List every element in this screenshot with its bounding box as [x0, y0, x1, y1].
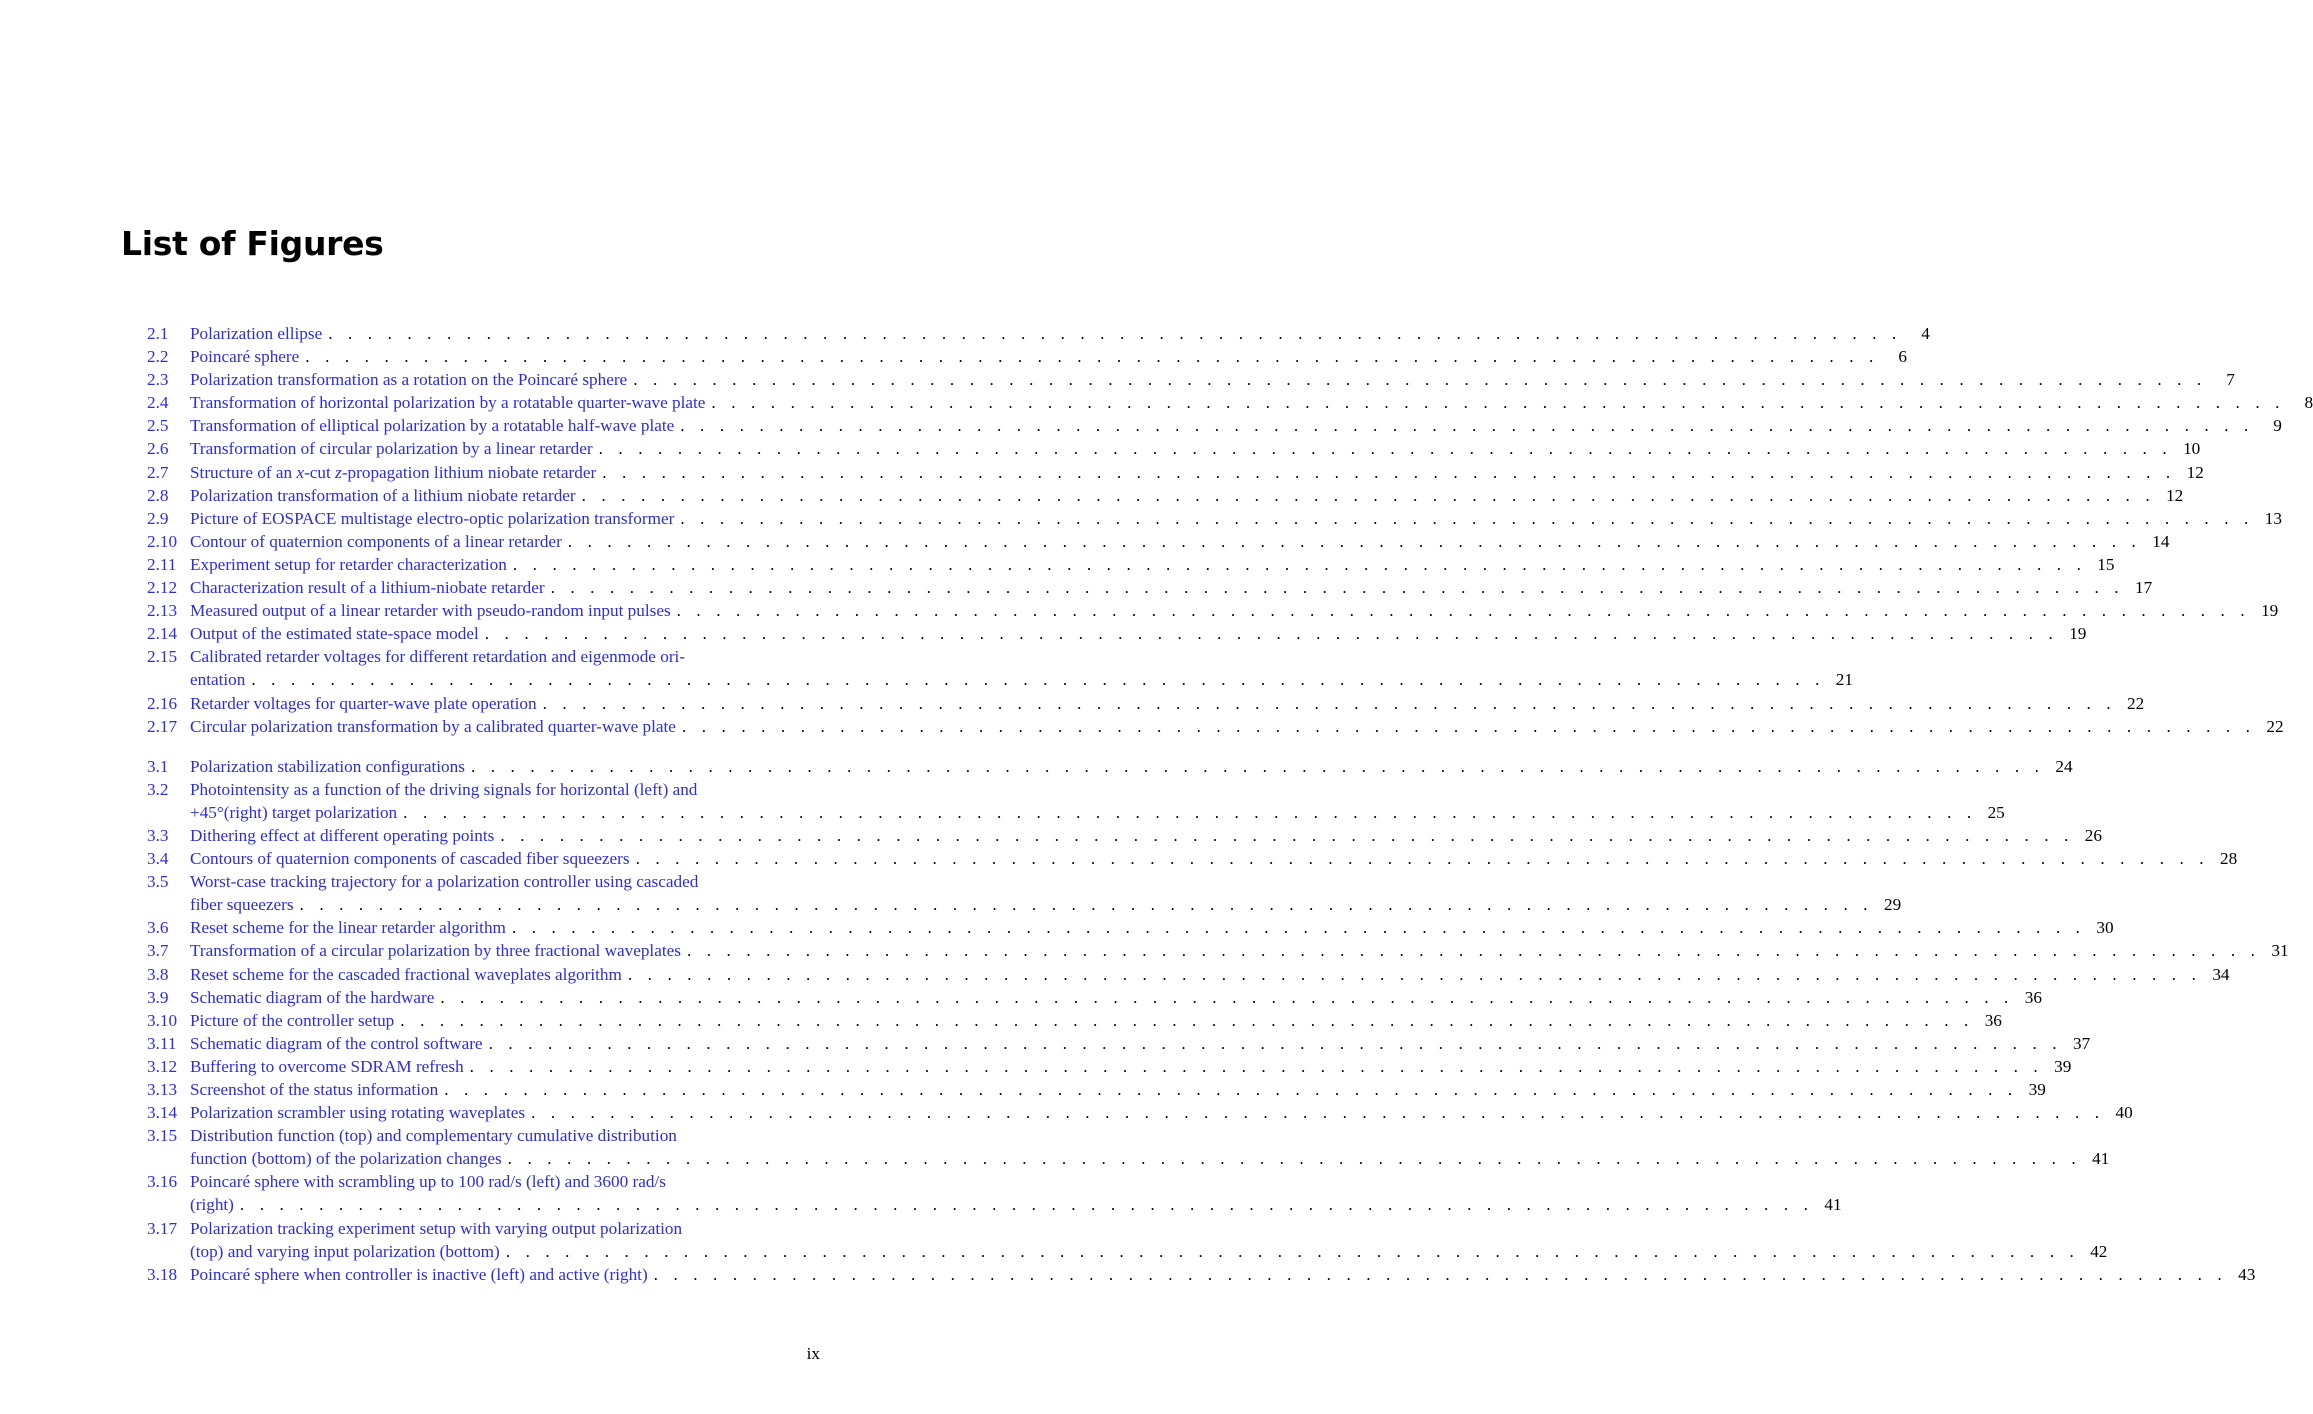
figure-title-last-line	[190, 893, 1902, 916]
figure-title-link[interactable]: entation	[190, 670, 246, 690]
figure-entry-body	[190, 692, 2145, 715]
figure-number-link[interactable]: 3.5	[147, 872, 169, 892]
figure-number-link[interactable]: 2.14	[147, 624, 178, 644]
figure-page-number: 22	[2266, 716, 2284, 736]
figure-entry-body	[190, 553, 2115, 576]
figure-page-number: 19	[2261, 601, 2279, 621]
chapter-group	[147, 322, 2313, 738]
dot-leader: . . . . . . . . . . . . . . . . . . . . . . . . . . . . . . . . . . . . . . . . . . . . . . . . . . . . . . . . . . . . . . . . . . . . . . . . . . . . . . . .	[305, 347, 1879, 367]
figure-number-link[interactable]: 2.16	[147, 693, 178, 713]
dot-leader: . . . . . . . . . . . . . . . . . . . . . . . . . . . . . . . . . . . . . . . . . . . . . . . . . . . . . . . . . . . . . . . . . . . . . . . . . . . . . . . .	[400, 1010, 1974, 1030]
figure-page-number: 17	[2135, 578, 2153, 598]
dot-leader: . . . . . . . . . . . . . . . . . . . . . . . . . . . . . . . . . . . . . . . . . . . . . . . . . . . . . . . . . . . . . . . . . . . . . . . . . . . . . . . .	[602, 462, 2176, 482]
figure-entry[interactable]	[147, 599, 2279, 622]
figure-entry[interactable]	[147, 824, 2102, 847]
figure-page-number: 22	[2127, 693, 2145, 713]
figure-title-link[interactable]: Reset scheme for the cascaded fractional waveplates algorithm	[190, 964, 622, 984]
figure-title-last-line	[190, 824, 2102, 847]
figure-entry[interactable]	[147, 1124, 2110, 1170]
figure-page-number: 36	[2024, 987, 2042, 1007]
dot-leader: . . . . . . . . . . . . . . . . . . . . . . . . . . . . . . . . . . . . . . . . . . . . . . . . . . . . . . . . . . . . . . . . . . . . . . . . . . . . . . . .	[239, 1195, 1814, 1215]
figure-page-number: 39	[2054, 1056, 2072, 1076]
dot-leader: . . . . . . . . . . . . . . . . . . . . . . . . . . . . . . . . . . . . . . . . . . . . . . . . . . . . . . . . . . . . . . . . . . . . . . . . . . . . . . . .	[676, 601, 2251, 621]
figure-entry[interactable]	[147, 986, 2042, 1009]
figure-title-last-line	[190, 1193, 1842, 1216]
figure-number-link[interactable]: 2.12	[147, 578, 178, 598]
figure-title-line[interactable]: Calibrated retarder voltages for different retardation and eigenmode ori-	[190, 647, 686, 667]
figure-entry-body	[190, 345, 1907, 368]
figure-title-last-line	[190, 507, 2282, 530]
figure-entry[interactable]	[147, 870, 1902, 916]
figure-entry[interactable]	[147, 1032, 2091, 1055]
figure-page-number: 9	[2273, 416, 2282, 436]
dot-leader: . . . . . . . . . . . . . . . . . . . . . . . . . . . . . . . . . . . . . . . . . . . . . . . . . . . . . . . . . . . . . . . . . . . . . . . . . . . . . . . .	[251, 670, 1825, 690]
figure-entry-body	[190, 530, 2170, 553]
figure-page-number: 14	[2152, 531, 2170, 551]
dot-leader: . . . . . . . . . . . . . . . . . . . . . . . . . . . . . . . . . . . . . . . . . . . . . . . . . . . . . . . . . . . . . . . . . . . . . . . . . . . . . . . .	[598, 439, 2173, 459]
figure-entry[interactable]	[147, 1263, 2256, 1286]
figure-entry[interactable]	[147, 1217, 2108, 1263]
figure-number-link[interactable]: 3.16	[147, 1172, 178, 1192]
dot-leader: . . . . . . . . . . . . . . . . . . . . . . . . . . . . . . . . . . . . . . . . . . . . . . . . . . . . . . . . . . . . . . . . . . . . . . . . . . . . . . . .	[299, 895, 1874, 915]
figure-page-number: 39	[2028, 1080, 2046, 1099]
figure-title-last-line	[190, 939, 2289, 962]
figure-entry[interactable]	[147, 1078, 2046, 1101]
figure-number-link[interactable]: 3.10	[147, 1010, 178, 1030]
figure-title-link[interactable]: Characterization result of a lithium-niobate retarder	[190, 578, 545, 598]
page-title: List of Figures	[121, 224, 384, 263]
figure-page-number: 24	[2055, 756, 2073, 776]
figure-title-link[interactable]: Polarization ellipse	[190, 324, 323, 343]
figure-number-link[interactable]: 2.5	[147, 416, 169, 436]
figure-entry[interactable]	[147, 368, 2235, 391]
dot-leader: . . . . . . . . . . . . . . . . . . . . . . . . . . . . . . . . . . . . . . . . . . . . . . . . . . . . . . . . . . . . . . . . . . . . . . . . . . . . . . . .	[505, 1241, 2080, 1261]
figure-title-last-line	[190, 461, 2204, 484]
figure-title-link[interactable]: Experiment setup for retarder characterization	[190, 554, 507, 574]
figure-title-last-line	[190, 530, 2170, 553]
figure-entry-body	[190, 939, 2289, 962]
figure-number-link[interactable]: 3.7	[147, 941, 169, 961]
figure-page-number: 41	[2092, 1149, 2110, 1169]
dot-leader: . . . . . . . . . . . . . . . . . . . . . . . . . . . . . . . . . . . . . . . . . . . . . . . . . . . . . . . . . . . . . . . . . . . . . . . . . . . . . . . .	[470, 756, 2045, 776]
figure-title-last-line	[190, 1055, 2072, 1078]
figure-title-last-line	[190, 599, 2279, 622]
figure-number-link[interactable]: 2.15	[147, 647, 178, 667]
figure-number-link[interactable]: 2.1	[147, 324, 169, 343]
figure-title-last-line	[190, 755, 2073, 778]
figure-number-link[interactable]: 3.15	[147, 1126, 178, 1146]
figure-entry[interactable]	[147, 507, 2282, 530]
figure-number-link[interactable]: 2.8	[147, 485, 169, 505]
figure-title-link[interactable]: (top) and varying input polarization (bottom)	[190, 1241, 500, 1261]
figure-page-number: 13	[2264, 508, 2282, 528]
figure-title-last-line	[190, 1101, 2133, 1124]
figure-title-link[interactable]: Schematic diagram of the hardware	[190, 987, 435, 1007]
figure-number-link[interactable]: 3.9	[147, 987, 169, 1007]
figure-number-link[interactable]: 2.9	[147, 508, 169, 528]
figure-entry[interactable]	[147, 778, 2005, 824]
figure-entry[interactable]	[147, 847, 2238, 870]
figure-number-link[interactable]: 2.10	[147, 531, 178, 551]
figure-entry[interactable]	[147, 484, 2184, 507]
figure-page-number: 42	[2090, 1241, 2108, 1261]
figure-title-link[interactable]: Dithering effect at different operating points	[190, 825, 495, 845]
figure-title-link[interactable]: Polarization scrambler using rotating waveplates	[190, 1103, 526, 1123]
figure-title-last-line	[190, 1147, 2110, 1170]
figure-number-link[interactable]: 2.17	[147, 716, 178, 736]
dot-leader: . . . . . . . . . . . . . . . . . . . . . . . . . . . . . . . . . . . . . . . . . . . . . . . . . . . . . . . . . . . . . . . . . . . . . . . . . . . . . . . .	[500, 825, 2074, 845]
figure-number-link[interactable]: 2.7	[147, 462, 169, 482]
figure-entry[interactable]	[147, 1009, 2002, 1032]
figure-title-link[interactable]: Retarder voltages for quarter-wave plate operation	[190, 693, 537, 713]
figure-number-link[interactable]: 2.6	[147, 439, 169, 459]
figure-entry-body	[190, 986, 2042, 1009]
dot-leader: . . . . . . . . . . . . . . . . . . . . . . . . . . . . . . . . . . . . . . . . . . . . . . . . . . . . . . . . . . . . . . . . . . . . . . . . . . . . . . . .	[469, 1056, 2044, 1076]
figure-number-link[interactable]: 3.4	[147, 849, 169, 869]
figure-title-link[interactable]: Contour of quaternion components of a linear retarder	[190, 531, 562, 551]
figure-title-link[interactable]: Poincaré sphere when controller is inactive (left) and active (right)	[190, 1264, 648, 1284]
figure-title-last-line	[190, 847, 2238, 870]
dot-leader: . . . . . . . . . . . . . . . . . . . . . . . . . . . . . . . . . . . . . . . . . . . . . . . . . . . . . . . . . . . . . . . . . . . . . . . . . . . . . . . .	[403, 802, 1977, 822]
figure-title-last-line	[190, 963, 2230, 986]
figure-entry-body	[190, 824, 2102, 847]
figure-number-link[interactable]: 3.14	[147, 1103, 178, 1123]
figure-title-link[interactable]: Buffering to overcome SDRAM refresh	[190, 1056, 464, 1076]
figure-entry[interactable]	[147, 437, 2201, 460]
figure-title-link[interactable]: Polarization stabilization configurations	[190, 756, 465, 776]
figure-title-last-line	[190, 414, 2282, 437]
figure-page-number: 31	[2271, 941, 2289, 961]
dot-leader: . . . . . . . . . . . . . . . . . . . . . . . . . . . . . . . . . . . . . . . . . . . . . . . . . . . . . . . . . . . . . . . . . . . . . . . . . . . . . . . .	[507, 1149, 2082, 1169]
figure-entry-body	[190, 507, 2282, 530]
dot-leader: . . . . . . . . . . . . . . . . . . . . . . . . . . . . . . . . . . . . . . . . . . . . . . . . . . . . . . . . . . . . . . . . . . . . . . . . . . . . . . . .	[567, 531, 2142, 551]
figure-page-number: 19	[2069, 624, 2087, 644]
figure-title-last-line	[190, 1240, 2108, 1263]
figure-entry-body	[190, 1032, 2091, 1055]
figure-entry[interactable]	[147, 576, 2153, 599]
figure-entry-body	[190, 461, 2204, 484]
figure-title-last-line	[190, 576, 2153, 599]
chapter-group	[147, 755, 2289, 1286]
figure-entry-body	[190, 1055, 2072, 1078]
figure-entry-body	[190, 414, 2282, 437]
dot-leader: . . . . . . . . . . . . . . . . . . . . . . . . . . . . . . . . . . . . . . . . . . . . . . . . . . . . . . . . . . . . . . . . . . . . . . . . . . . . . . . .	[484, 624, 2059, 644]
figure-title-link[interactable]: Screenshot of the status information	[190, 1080, 439, 1099]
dot-leader: . . . . . . . . . . . . . . . . . . . . . . . . . . . . . . . . . . . . . . . . . . . . . . . . . . . . . . . . . . . . . . . . . . . . . . . . . . . . . . . .	[444, 1080, 2018, 1099]
figure-title-link[interactable]: Poincaré sphere	[190, 347, 300, 367]
figure-title-link[interactable]: Schematic diagram of the control software	[190, 1033, 483, 1053]
figure-title-last-line	[190, 986, 2042, 1009]
figure-title-line[interactable]: Distribution function (top) and complementary cumulative distribution	[190, 1126, 677, 1146]
figure-page-number: 29	[1883, 895, 1902, 915]
figure-title-link[interactable]: Polarization transformation as a rotation on the Poincaré sphere	[190, 370, 628, 390]
figure-number-link[interactable]: 3.8	[147, 964, 169, 984]
figure-entry[interactable]	[147, 1101, 2133, 1124]
figure-title-link[interactable]: Transformation of horizontal polarization by a rotatable quarter-wave plate	[190, 393, 706, 413]
figure-entry-body	[190, 484, 2184, 507]
figure-entry[interactable]	[147, 414, 2282, 437]
dot-leader: . . . . . . . . . . . . . . . . . . . . . . . . . . . . . . . . . . . . . . . . . . . . . . . . . . . . . . . . . . . . . . . . . . . . . . . . . . . . . . . .	[511, 918, 2086, 938]
dot-leader: . . . . . . . . . . . . . . . . . . . . . . . . . . . . . . . . . . . . . . . . . . . . . . . . . . . . . . . . . . . . . . . . . . . . . . . . . . . . . . . .	[633, 370, 2207, 390]
dot-leader: . . . . . . . . . . . . . . . . . . . . . . . . . . . . . . . . . . . . . . . . . . . . . . . . . . . . . . . . . . . . . . . . . . . . . . . . . . . . . . . .	[711, 393, 2286, 413]
figure-entry[interactable]	[147, 391, 2313, 414]
figure-number-link[interactable]: 2.3	[147, 370, 169, 390]
figure-title-last-line	[190, 668, 1853, 691]
figure-page-number: 26	[2084, 825, 2102, 845]
figure-number-link[interactable]: 3.12	[147, 1056, 178, 1076]
figure-title-last-line	[190, 345, 1907, 368]
figure-entry-body	[190, 916, 2114, 939]
figure-number-link[interactable]: 3.1	[147, 756, 169, 776]
figure-entry[interactable]	[147, 345, 1907, 368]
figure-entry-body	[190, 1124, 2110, 1170]
figure-title-line[interactable]: Poincaré sphere with scrambling up to 100 rad/s (left) and 3600 rad/s	[190, 1172, 666, 1192]
dot-leader: . . . . . . . . . . . . . . . . . . . . . . . . . . . . . . . . . . . . . . . . . . . . . . . . . . . . . . . . . . . . . . . . . . . . . . . . . . . . . . . .	[681, 716, 2256, 736]
figure-number-link[interactable]: 3.11	[147, 1033, 177, 1053]
figure-page-number: 15	[2097, 554, 2115, 574]
figure-entry-body	[190, 755, 2073, 778]
page-number: ix	[806, 1344, 820, 1363]
figure-number-link[interactable]: 3.2	[147, 779, 169, 799]
figure-number-link[interactable]: 2.13	[147, 601, 178, 621]
figure-entry[interactable]	[147, 755, 2073, 778]
figure-page-number: 7	[2226, 370, 2235, 390]
figure-title-link[interactable]: Transformation of a circular polarization by three fractional waveplates	[190, 941, 681, 961]
figure-title-last-line	[190, 1009, 2002, 1032]
dot-leader: . . . . . . . . . . . . . . . . . . . . . . . . . . . . . . . . . . . . . . . . . . . . . . . . . . . . . . . . . . . . . . . . . . . . . . . . . . . . . . . .	[627, 964, 2202, 984]
figure-title-link[interactable]: Picture of EOSPACE multistage electro-optic polarization transformer	[190, 508, 675, 528]
figure-entry[interactable]	[147, 622, 2087, 645]
dot-leader: . . . . . . . . . . . . . . . . . . . . . . . . . . . . . . . . . . . . . . . . . . . . . . . . . . . . . . . . . . . . . . . . . . . . . . . . . . . . . . . .	[653, 1264, 2228, 1284]
figure-entry-body	[190, 622, 2087, 645]
figure-page-number: 25	[1987, 802, 2005, 822]
figure-page-number: 37	[2072, 1033, 2091, 1053]
figure-entry[interactable]	[147, 553, 2115, 576]
dot-leader: . . . . . . . . . . . . . . . . . . . . . . . . . . . . . . . . . . . . . . . . . . . . . . . . . . . . . . . . . . . . . . . . . . . . . . . . . . . . . . . .	[581, 485, 2156, 505]
figure-entry-body	[190, 645, 1853, 691]
figure-entry-body	[190, 1009, 2002, 1032]
dot-leader: . . . . . . . . . . . . . . . . . . . . . . . . . . . . . . . . . . . . . . . . . . . . . . . . . . . . . . . . . . . . . . . . . . . . . . . . . . . . . . . .	[440, 987, 2014, 1007]
figure-entry-body	[190, 322, 1930, 345]
figure-title-line[interactable]: Worst-case tracking trajectory for a polarization controller using cascaded	[190, 872, 699, 892]
figure-title-link[interactable]: +45°(right) target polarization	[190, 802, 398, 822]
figure-title-link[interactable]: Output of the estimated state-space model	[190, 624, 479, 644]
figure-title-last-line	[190, 1078, 2046, 1101]
figure-entry-body	[190, 391, 2313, 414]
list-of-figures	[147, 322, 2313, 1286]
figure-entry[interactable]	[147, 692, 2145, 715]
figure-title-link[interactable]: Transformation of elliptical polarization by a rotatable half-wave plate	[190, 416, 675, 436]
figure-title-last-line	[190, 391, 2313, 414]
figure-title-link[interactable]: fiber squeezers	[190, 895, 294, 915]
figure-page-number: 4	[1921, 324, 1930, 343]
figure-entry-body	[190, 368, 2235, 391]
figure-entry[interactable]	[147, 1170, 1842, 1216]
figure-number-link[interactable]: 3.18	[147, 1264, 178, 1284]
figure-title-line[interactable]: Polarization tracking experiment setup with varying output polarization	[190, 1218, 683, 1238]
figure-title-link[interactable]: Picture of the controller setup	[190, 1010, 395, 1030]
dot-leader: . . . . . . . . . . . . . . . . . . . . . . . . . . . . . . . . . . . . . . . . . . . . . . . . . . . . . . . . . . . . . . . . . . . . . . . . . . . . . . . .	[550, 578, 2125, 598]
figure-title-link[interactable]: Reset scheme for the linear retarder algorithm	[190, 918, 506, 938]
dot-leader: . . . . . . . . . . . . . . . . . . . . . . . . . . . . . . . . . . . . . . . . . . . . . . . . . . . . . . . . . . . . . . . . . . . . . . . . . . . . . . . .	[542, 693, 2117, 713]
figure-number-link[interactable]: 3.17	[147, 1218, 178, 1238]
figure-page-number: 12	[2186, 462, 2204, 482]
figure-title-last-line	[190, 1263, 2256, 1286]
figure-page-number: 43	[2238, 1264, 2256, 1284]
figure-title-link[interactable]: Measured output of a linear retarder with pseudo-random input pulses	[190, 601, 671, 621]
figure-title-last-line	[190, 1032, 2091, 1055]
figure-title-link[interactable]: Circular polarization transformation by a calibrated quarter-wave plate	[190, 716, 676, 736]
figure-page-number: 21	[1835, 670, 1853, 690]
figure-page-number: 36	[1984, 1010, 2002, 1030]
figure-entry-body	[190, 437, 2201, 460]
figure-page-number: 10	[2183, 439, 2201, 459]
figure-number-link[interactable]: 3.3	[147, 825, 169, 845]
figure-entry[interactable]	[147, 645, 1853, 691]
figure-title-link[interactable]: (right)	[190, 1195, 234, 1215]
figure-entry[interactable]	[147, 963, 2230, 986]
dot-leader: . . . . . . . . . . . . . . . . . . . . . . . . . . . . . . . . . . . . . . . . . . . . . . . . . . . . . . . . . . . . . . . . . . . . . . . . . . . . . . . .	[680, 508, 2254, 528]
dot-leader: . . . . . . . . . . . . . . . . . . . . . . . . . . . . . . . . . . . . . . . . . . . . . . . . . . . . . . . . . . . . . . . . . . . . . . . . . . . . . . . .	[488, 1033, 2063, 1053]
figure-entry-body	[190, 1078, 2046, 1101]
figure-entry-body	[190, 847, 2238, 870]
figure-page-number: 28	[2220, 849, 2238, 869]
figure-title-link[interactable]: Polarization transformation of a lithium niobate retarder	[190, 485, 576, 505]
figure-page-number: 12	[2166, 485, 2184, 505]
figure-title-last-line	[190, 322, 1930, 345]
figure-entry-body	[190, 963, 2230, 986]
dot-leader: . . . . . . . . . . . . . . . . . . . . . . . . . . . . . . . . . . . . . . . . . . . . . . . . . . . . . . . . . . . . . . . . . . . . . . . . . . . . . . . .	[686, 941, 2261, 961]
figure-entry-body	[190, 870, 1902, 916]
figure-page-number: 30	[2096, 918, 2114, 938]
figure-title-last-line	[190, 692, 2145, 715]
figure-entry[interactable]	[147, 530, 2170, 553]
figure-title-last-line	[190, 622, 2087, 645]
figure-entry-body	[190, 1170, 1842, 1216]
figure-title-last-line	[190, 916, 2114, 939]
figure-entry-body	[190, 1101, 2133, 1124]
figure-entry[interactable]	[147, 322, 1930, 345]
figure-title-last-line	[190, 368, 2235, 391]
dot-leader: . . . . . . . . . . . . . . . . . . . . . . . . . . . . . . . . . . . . . . . . . . . . . . . . . . . . . . . . . . . . . . . . . . . . . . . . . . . . . . . .	[328, 324, 1902, 343]
figure-title-last-line	[190, 715, 2284, 738]
figure-entry-body	[190, 778, 2005, 824]
figure-entry[interactable]	[147, 715, 2284, 738]
figure-title-link[interactable]: Transformation of circular polarization by a linear retarder	[190, 439, 593, 459]
figure-page-number: 8	[2304, 393, 2313, 413]
figure-title-last-line	[190, 553, 2115, 576]
figure-entry-body	[190, 1263, 2256, 1286]
figure-title-link[interactable]: Structure of an x-cut z-propagation lithium niobate retarder	[190, 462, 597, 482]
figure-page-number: 40	[2115, 1103, 2133, 1123]
figure-page-number: 41	[1824, 1195, 1842, 1215]
figure-number-link[interactable]: 2.4	[147, 393, 169, 413]
dot-leader: . . . . . . . . . . . . . . . . . . . . . . . . . . . . . . . . . . . . . . . . . . . . . . . . . . . . . . . . . . . . . . . . . . . . . . . . . . . . . . . .	[531, 1103, 2105, 1123]
figure-title-last-line	[190, 801, 2005, 824]
figure-number-link[interactable]: 2.11	[147, 554, 177, 574]
figure-title-last-line	[190, 484, 2184, 507]
figure-entry-body	[190, 599, 2279, 622]
figure-number-link[interactable]: 3.6	[147, 918, 169, 938]
figure-entry-body	[190, 1217, 2108, 1263]
figure-title-link[interactable]: function (bottom) of the polarization changes	[190, 1149, 502, 1169]
dot-leader: . . . . . . . . . . . . . . . . . . . . . . . . . . . . . . . . . . . . . . . . . . . . . . . . . . . . . . . . . . . . . . . . . . . . . . . . . . . . . . . .	[512, 554, 2087, 574]
figure-page-number: 34	[2212, 964, 2230, 984]
figure-title-link[interactable]: Contours of quaternion components of cascaded fiber squeezers	[190, 849, 630, 869]
figure-entry[interactable]	[147, 939, 2289, 962]
figure-number-link[interactable]: 3.13	[147, 1080, 178, 1099]
figure-entry[interactable]	[147, 1055, 2072, 1078]
figure-title-line[interactable]: Photointensity as a function of the driving signals for horizontal (left) and	[190, 779, 698, 799]
dot-leader: . . . . . . . . . . . . . . . . . . . . . . . . . . . . . . . . . . . . . . . . . . . . . . . . . . . . . . . . . . . . . . . . . . . . . . . . . . . . . . . .	[680, 416, 2254, 436]
figure-page-number: 6	[1898, 347, 1907, 367]
figure-entry-body	[190, 715, 2284, 738]
figure-number-link[interactable]: 2.2	[147, 347, 169, 367]
figure-entry-body	[190, 576, 2153, 599]
figure-entry[interactable]	[147, 916, 2114, 939]
figure-entry[interactable]	[147, 461, 2204, 484]
dot-leader: . . . . . . . . . . . . . . . . . . . . . . . . . . . . . . . . . . . . . . . . . . . . . . . . . . . . . . . . . . . . . . . . . . . . . . . . . . . . . . . .	[635, 849, 2210, 869]
figure-title-last-line	[190, 437, 2201, 460]
